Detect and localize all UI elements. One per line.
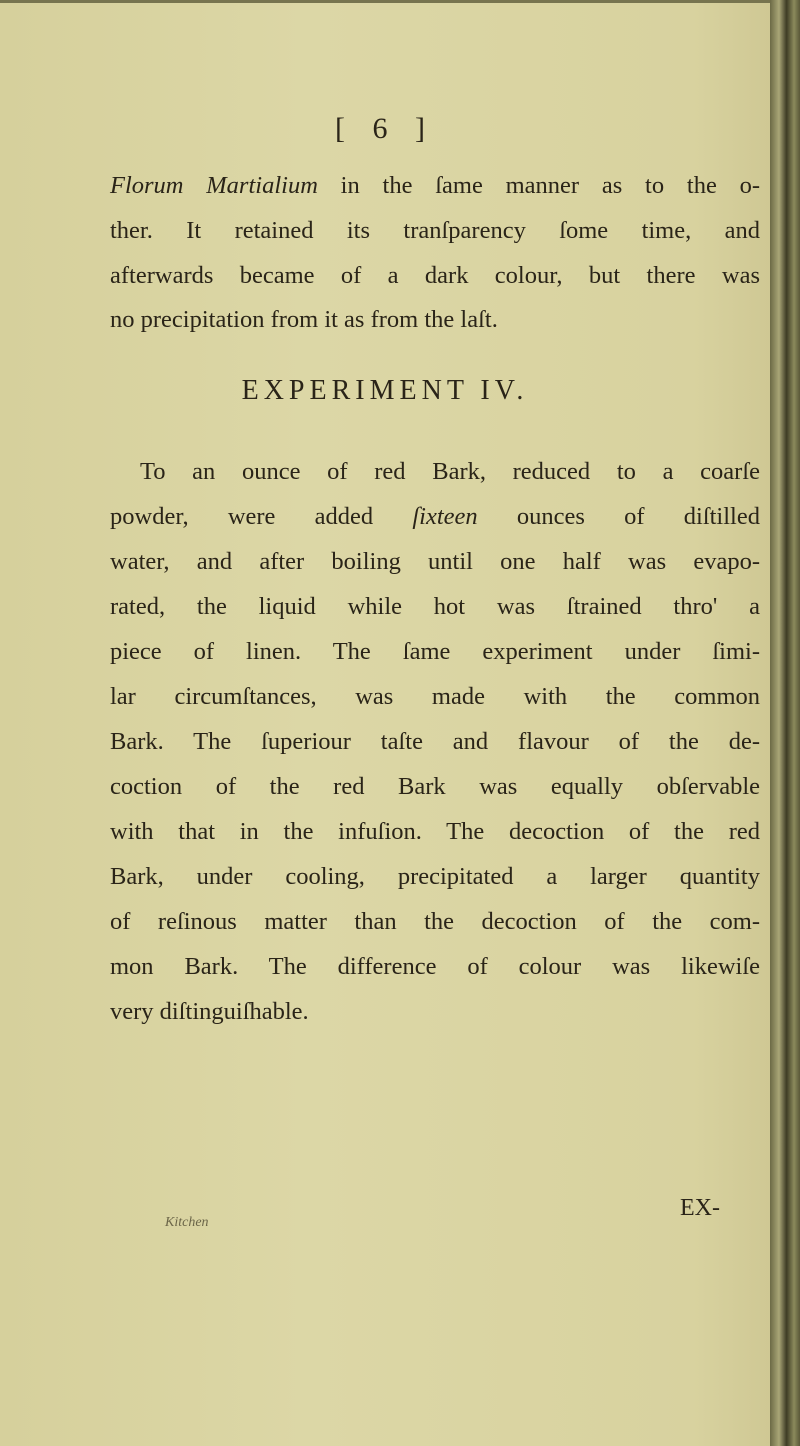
page-number: [ 6 ] bbox=[335, 112, 435, 145]
text-run: powder, were added bbox=[110, 503, 413, 530]
text-line: mon Bark. The difference of colour was likewiſe bbox=[110, 953, 760, 980]
text-line: Bark. The ſuperiour taſte and flavour of the de- bbox=[110, 728, 760, 755]
text-line: rated, the liquid while hot was ſtrained thro' a bbox=[110, 593, 760, 620]
text-line: very diſtinguiſhable. bbox=[110, 998, 309, 1025]
text-line: afterwards became of a dark colour, but there was bbox=[110, 262, 760, 289]
text-run: in the ſame manner as to the o- bbox=[317, 172, 760, 199]
text-line: of reſinous matter than the decoction of the com- bbox=[110, 908, 760, 935]
text-line: coction of the red Bark was equally obſervable bbox=[110, 773, 760, 800]
text-line: To an ounce of red Bark, reduced to a coarſe bbox=[140, 458, 760, 485]
section-heading: EXPERIMENT IV. bbox=[241, 375, 529, 406]
handwritten-marginal-note: Kitchen bbox=[165, 1215, 209, 1230]
italic-word: ſixteen bbox=[412, 503, 478, 530]
binding-edge bbox=[770, 0, 800, 1446]
italic-phrase: Florum Martialium bbox=[110, 172, 318, 199]
text-line: piece of linen. The ſame experiment under ſimi- bbox=[110, 638, 760, 665]
text-line bbox=[110, 503, 760, 531]
text-line: water, and after boiling until one half was evapo- bbox=[110, 548, 760, 575]
text-line: Bark, under cooling, precipitated a larger quantity bbox=[110, 863, 760, 890]
text-line: no precipitation from it as from the laſt. bbox=[110, 306, 498, 333]
text-line: with that in the infuſion. The decoction of the red bbox=[110, 818, 760, 845]
catchword: EX- bbox=[680, 1195, 720, 1221]
text-line bbox=[110, 172, 760, 200]
text-line: ther. It retained its tranſparency ſome time, and bbox=[110, 217, 760, 244]
text-line: lar circumſtances, was made with the common bbox=[110, 683, 760, 710]
page-top-border bbox=[0, 0, 800, 3]
text-run: ounces of diſtilled bbox=[477, 503, 760, 530]
